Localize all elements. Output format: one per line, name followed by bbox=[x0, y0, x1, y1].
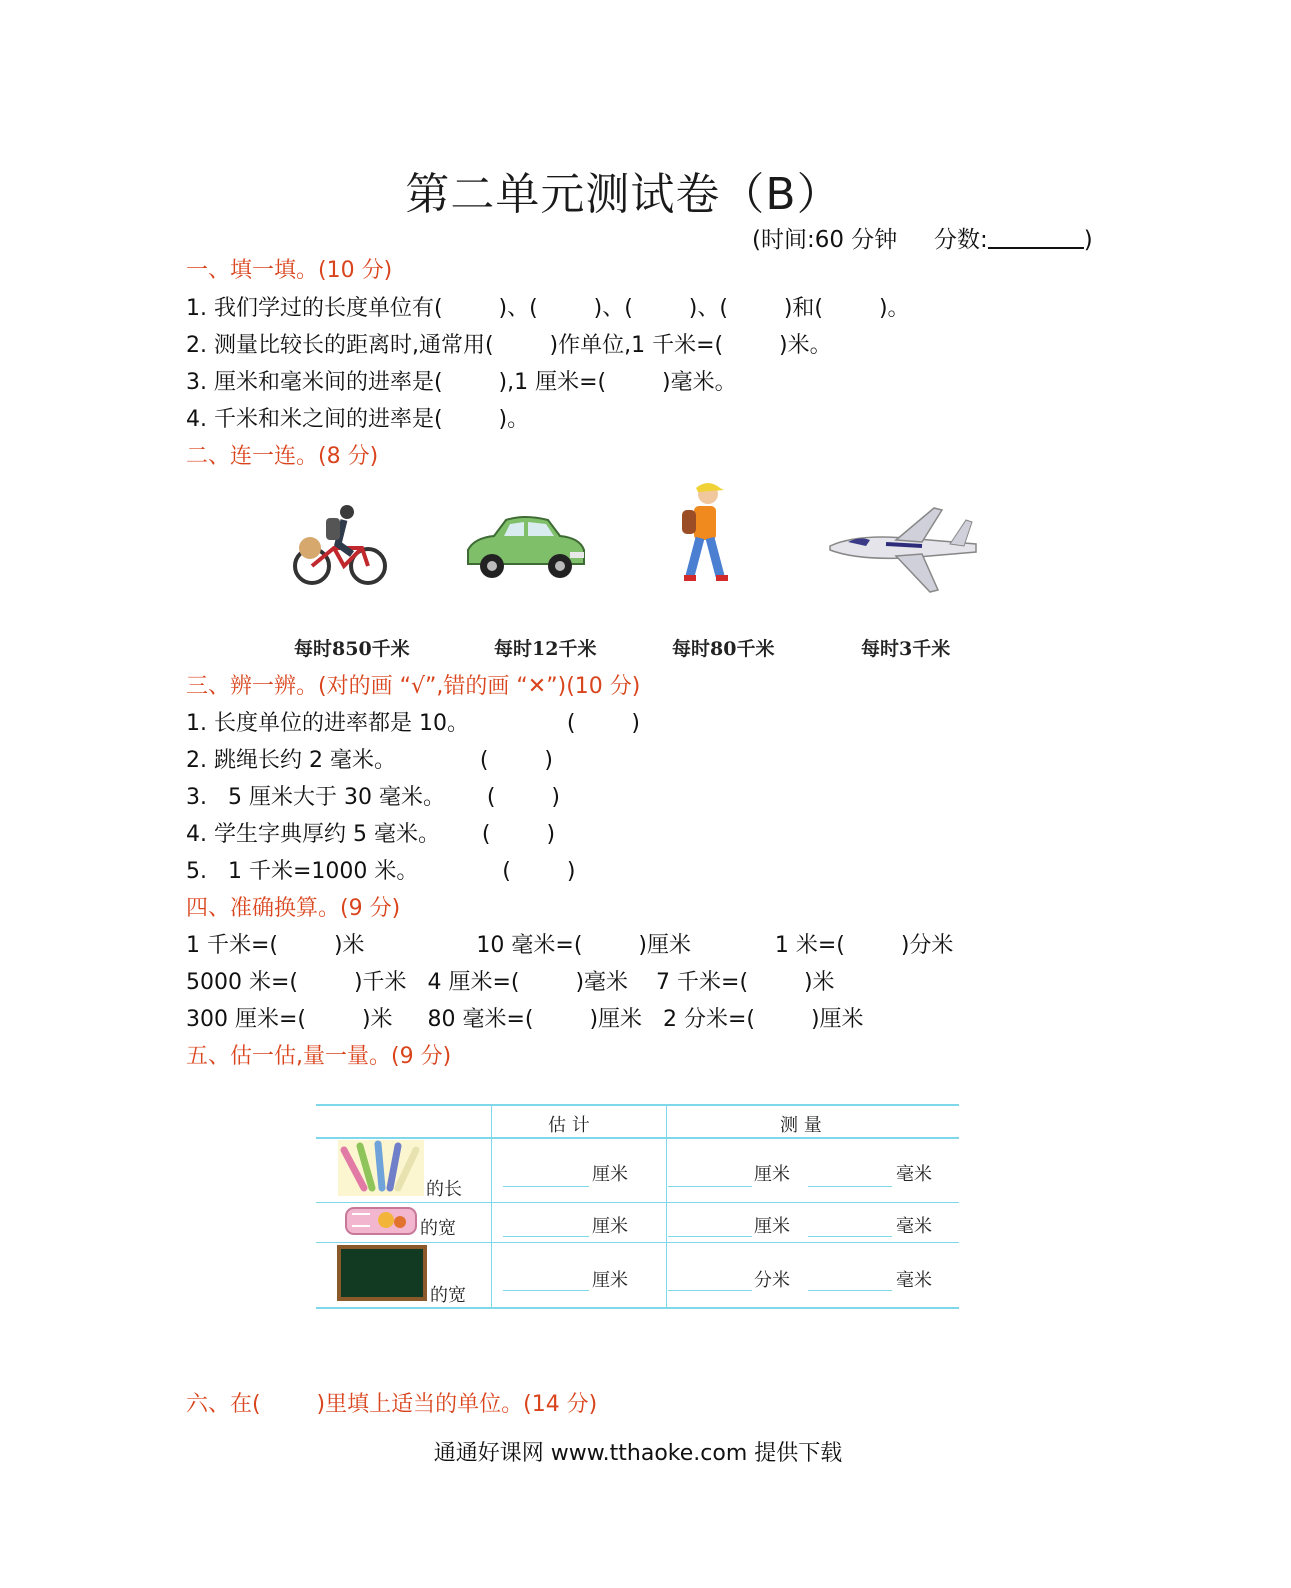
table-header-rule bbox=[316, 1137, 959, 1139]
row3-measure2-blank[interactable] bbox=[808, 1290, 892, 1291]
table-top-rule bbox=[316, 1104, 959, 1106]
row2-estimate-blank[interactable] bbox=[503, 1236, 589, 1237]
row3-label: 的宽 bbox=[430, 1285, 466, 1306]
table-col-rule bbox=[491, 1104, 492, 1308]
row1-label: 的长 bbox=[426, 1179, 462, 1200]
row3-measure1-blank[interactable] bbox=[668, 1290, 752, 1291]
score-label: 分数: bbox=[933, 227, 988, 253]
speed-caption-2: 每时12千米 bbox=[494, 638, 597, 660]
section1-heading: 一、填一填。(10 分) bbox=[186, 258, 393, 283]
speed-caption-1: 每时850千米 bbox=[294, 638, 410, 660]
section1-item-4: 4. 千米和米之间的进率是( )。 bbox=[186, 407, 530, 432]
section2-heading: 二、连一连。(8 分) bbox=[186, 444, 379, 469]
row3-measure2-unit: 毫米 bbox=[896, 1270, 932, 1291]
row2-measure1-blank[interactable] bbox=[668, 1236, 752, 1237]
car-image bbox=[464, 512, 588, 584]
chalk-image bbox=[338, 1140, 424, 1196]
footer-source: 通通好课网 www.tthaoke.com 提供下载 bbox=[433, 1441, 843, 1466]
section3-heading: 三、辨一辨。(对的画 “√”,错的画 “✕”)(10 分) bbox=[186, 674, 641, 699]
row3-estimate-blank[interactable] bbox=[503, 1290, 589, 1291]
row1-measure1-blank[interactable] bbox=[668, 1186, 752, 1187]
section4-row-3: 300 厘米=( )米 80 毫米=( )厘米 2 分米=( )厘米 bbox=[186, 1007, 864, 1032]
row1-estimate-blank[interactable] bbox=[503, 1186, 589, 1187]
section3-item-4: 4. 学生字典厚约 5 毫米。 ( ) bbox=[186, 822, 556, 847]
table-bottom-rule bbox=[316, 1307, 959, 1309]
row1-measure2-unit: 毫米 bbox=[896, 1164, 932, 1185]
section1-item-2: 2. 测量比较长的距离时,通常用( )作单位,1 千米=( )米。 bbox=[186, 333, 832, 358]
table-row-rule bbox=[316, 1202, 959, 1203]
row3-measure1-unit: 分米 bbox=[754, 1270, 790, 1291]
section3-item-3: 3. 5 厘米大于 30 毫米。 ( ) bbox=[186, 785, 561, 810]
pencil-case-image bbox=[344, 1204, 418, 1238]
section5-heading: 五、估一估,量一量。(9 分) bbox=[186, 1044, 452, 1069]
fighter-jet-image bbox=[826, 500, 982, 600]
row1-measure1-unit: 厘米 bbox=[754, 1164, 790, 1185]
time-label: (时间:60 分钟 bbox=[752, 227, 898, 253]
section1-item-3: 3. 厘米和毫米间的进率是( ),1 厘米=( )毫米。 bbox=[186, 370, 737, 395]
section3-item-1: 1. 长度单位的进率都是 10。 ( ) bbox=[186, 711, 640, 736]
row2-label: 的宽 bbox=[420, 1218, 456, 1239]
table-col-rule bbox=[666, 1104, 667, 1308]
row2-estimate-unit: 厘米 bbox=[592, 1216, 628, 1237]
cyclist-image bbox=[292, 500, 388, 592]
section4-row-1: 1 千米=( )米 10 毫米=( )厘米 1 米=( )分米 bbox=[186, 933, 954, 958]
meta-close: ) bbox=[1083, 227, 1093, 253]
row2-measure2-unit: 毫米 bbox=[896, 1216, 932, 1237]
score-blank[interactable] bbox=[988, 225, 1084, 249]
section4-row-2: 5000 米=( )千米 4 厘米=( )毫米 7 千米=( )米 bbox=[186, 970, 835, 995]
walking-person-image bbox=[672, 480, 734, 590]
section1-item-1: 1. 我们学过的长度单位有( )、( )、( )、( )和( )。 bbox=[186, 296, 910, 321]
row1-estimate-unit: 厘米 bbox=[592, 1164, 628, 1185]
speed-caption-4: 每时3千米 bbox=[861, 638, 951, 660]
col-header-estimate: 估 计 bbox=[548, 1115, 590, 1136]
time-score-line bbox=[752, 221, 1093, 254]
col-header-measure: 测 量 bbox=[780, 1115, 822, 1136]
row1-measure2-blank[interactable] bbox=[808, 1186, 892, 1187]
blackboard-image bbox=[336, 1244, 428, 1302]
section3-item-2: 2. 跳绳长约 2 毫米。 ( ) bbox=[186, 748, 553, 773]
table-row-rule bbox=[316, 1242, 959, 1243]
row3-estimate-unit: 厘米 bbox=[592, 1270, 628, 1291]
speed-caption-3: 每时80千米 bbox=[672, 638, 775, 660]
row2-measure1-unit: 厘米 bbox=[754, 1216, 790, 1237]
section6-heading: 六、在( )里填上适当的单位。(14 分) bbox=[186, 1392, 598, 1417]
page-title: 第二单元测试卷（B） bbox=[405, 169, 842, 220]
section3-item-5: 5. 1 千米=1000 米。 ( ) bbox=[186, 859, 576, 884]
section4-heading: 四、准确换算。(9 分) bbox=[186, 896, 401, 921]
row2-measure2-blank[interactable] bbox=[808, 1236, 892, 1237]
